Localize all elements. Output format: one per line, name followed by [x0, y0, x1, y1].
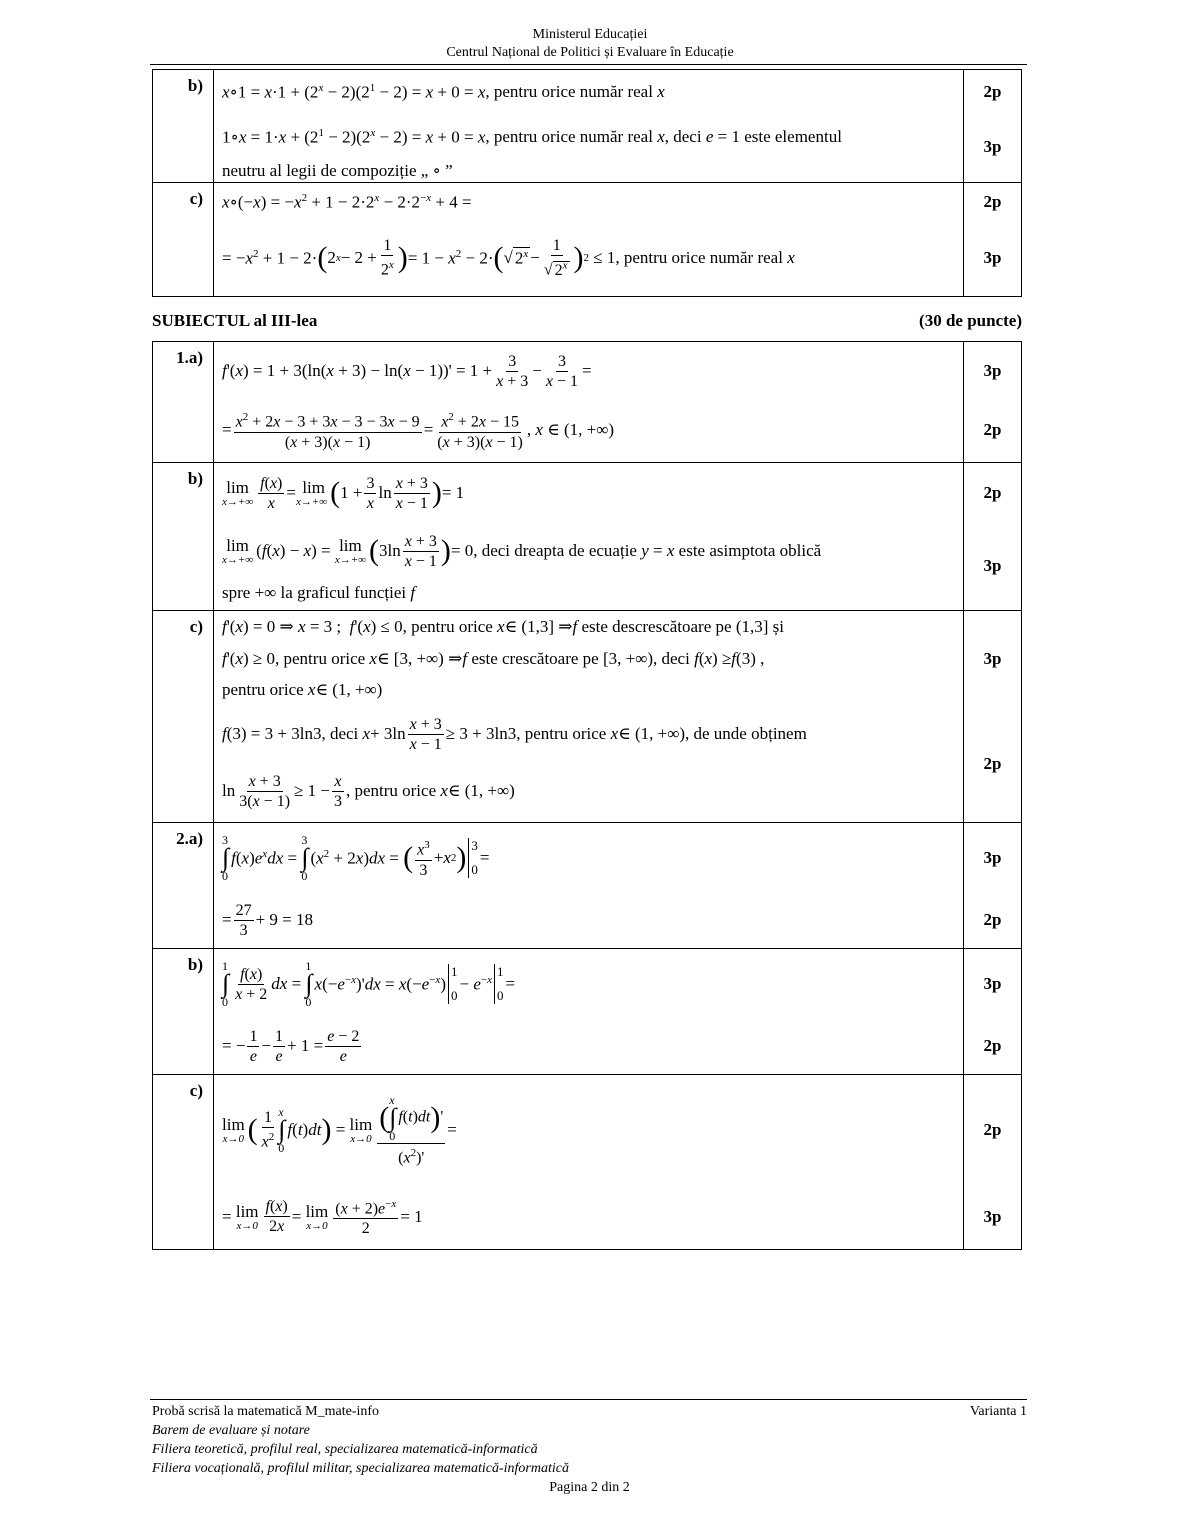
item-body — [214, 70, 964, 183]
text-run: , pentru orice — [516, 724, 607, 743]
row-1b — [153, 463, 1022, 611]
formula-line: lim x→+∞ $\frac{f(x)}{x}$ = lim x→+∞ ( 1 + $\frac{3}{x}$ ln $\frac{x + 3}{x - 1}$ ) = 1 — [222, 474, 465, 512]
formula-line: = $\frac{27}{3}$ + 9 = 18 — [222, 901, 314, 939]
row-1a — [153, 342, 1022, 463]
barem-table-subject2 — [152, 69, 1022, 297]
text-run: , pentru orice număr real — [615, 248, 783, 267]
formula-line: f(3) = 3 + 3ln3 , deci x + 3ln $\frac{x + 3}{x - 1}$ ≥ 3 + 3ln3 , pentru orice x ∈ (1, +∞) , de unde obținem — [222, 715, 807, 753]
text-run: este crescătoare pe — [471, 649, 599, 668]
section-title — [152, 311, 1022, 331]
points: 2p — [983, 483, 1002, 502]
row-1c — [153, 611, 1022, 823]
item-body — [214, 463, 964, 611]
text-run: , pentru orice număr real — [485, 82, 653, 101]
footer-filiera-vocationala: Filiera vocațională, profilul militar, specializarea matematică-informatică — [152, 1461, 569, 1476]
formula-line: = − $\frac{1}{e}$ − $\frac{1}{e}$ + 1 = $\frac{e - 2}{e}$ — [222, 1027, 360, 1065]
header-ministry: Ministerul Educației — [532, 27, 648, 42]
item-label: c) — [153, 611, 214, 823]
text-run: și — [772, 617, 784, 636]
text-run: , pentru orice — [402, 617, 493, 636]
text-run: , deci dreapta de ecuație — [473, 541, 637, 560]
footer-variant: Varianta 1 — [969, 1404, 1027, 1419]
text-run: spre — [222, 583, 251, 602]
row-2c-lim — [153, 1075, 1022, 1250]
item-body — [214, 183, 964, 297]
item-label: c) — [153, 183, 214, 297]
points: 3p — [983, 974, 1002, 993]
points-cell — [964, 611, 1022, 823]
item-body — [214, 949, 964, 1075]
item-label: b) — [153, 949, 214, 1075]
text-run: este elementul — [744, 127, 842, 146]
points: 2p — [983, 1036, 1002, 1055]
points: 3p — [983, 361, 1002, 380]
footer-barem: Barem de evaluare și notare — [152, 1423, 310, 1438]
formula-line: = $-x^2 + 1 - 2\cdot$ ( 2 x − 2 + $\frac{1}{2^x}$ ) = $1 - x^2 - 2\cdot$ ( √ 2$^x$ − $\frac{1}{√ 2^x}$ ) 2 ≤ 1 , pentru orice număr real x — [222, 237, 795, 279]
barem-table-subject3 — [152, 341, 1022, 1250]
formula-line: f'(x) ≥ 0 , pentru orice x ∈ [3, +∞) ⇒ f este crescătoare pe [3, +∞) , deci f ( x ) ≥ f (3) , — [222, 649, 765, 668]
item-body — [214, 823, 964, 949]
formula-line: 3 ∫ 0 $f(x)e^xdx$ = 3 ∫ 0 $(x^2 + 2x)dx$ = ( $\frac{x^3}{3}$ + x 2 ) 3 0 = — [222, 833, 490, 883]
page-footer — [152, 1402, 1027, 1497]
points: 3p — [983, 248, 1002, 267]
item-label: 1.a) — [153, 342, 214, 463]
points: 2p — [983, 1120, 1002, 1139]
formula-line: ln $\frac{x + 3}{3(x - 1)}$ ≥ 1 − $\frac{x}{3}$ , pentru orice x ∈ (1, +∞) — [222, 772, 515, 810]
points: 2p — [983, 910, 1002, 929]
text-run: este asimptota oblică — [678, 541, 822, 560]
item-body — [214, 342, 964, 463]
text-run: pentru orice — [222, 680, 304, 699]
header-center: Centrul Național de Politici și Evaluare în Educație — [446, 45, 734, 60]
row-2b-int — [153, 949, 1022, 1075]
points-cell — [964, 70, 1022, 183]
points: 3p — [983, 556, 1002, 575]
item-label: c) — [153, 1075, 214, 1250]
item-body — [214, 1075, 964, 1250]
formula-line: neutru al legii de compoziție „ ∘ ” — [222, 161, 453, 180]
points-cell — [964, 1075, 1022, 1250]
points: 3p — [983, 649, 1002, 668]
text-run: la graficul funcției — [280, 583, 407, 602]
formula-line: = lim x→0 $\frac{f(x)}{2x}$ = lim x→0 $\frac{(x + 2)e^{-x}}{2}$ = 1 — [222, 1197, 423, 1238]
item-body — [214, 611, 964, 823]
page-header — [0, 26, 1180, 62]
formula-line: lim x→+∞ (f(x) − x) = lim x→+∞ ( 3ln $\frac{x + 3}{x - 1}$ ) = 0 , deci dreapta de ecuație y = x este asimptota oblică — [222, 532, 822, 570]
points: 2p — [983, 420, 1002, 439]
points: 3p — [983, 848, 1002, 867]
text-run: , deci — [653, 649, 690, 668]
points: 3p — [983, 1206, 1002, 1226]
formula-line: pentru orice x ∈ (1, +∞) — [222, 680, 383, 699]
points: 2p — [983, 192, 1002, 211]
points-cell — [964, 183, 1022, 297]
points: 2p — [983, 82, 1002, 101]
footer-page-number: Pagina 2 din 2 — [549, 1480, 630, 1495]
points: 3p — [983, 137, 1002, 156]
footer-row — [152, 1402, 1027, 1421]
text-run: , pentru orice — [345, 781, 437, 800]
row-2c — [153, 183, 1022, 297]
row-2a — [153, 823, 1022, 949]
formula-line: 1 ∫ 0 $\frac{f(x)}{x + 2}$ dx = 1 ∫ 0 $x(-e^{-x})'dx = x(-e^{-x})$ 1 0 − $e^{-x}$ 1 0 = — [222, 959, 516, 1009]
points: 2p — [983, 754, 1002, 773]
formula-line: lim x→0 ( $\frac{1}{x^2}$ x ∫ 0 f(t)dt ) = lim x→0 ( x ∫ 0 f(t)dt)' $(x^2)'$ = — [222, 1092, 457, 1167]
points-cell — [964, 823, 1022, 949]
points-cell — [964, 463, 1022, 611]
text-run: este descrescătoare pe — [581, 617, 732, 636]
item-label: b) — [153, 463, 214, 611]
formula-line: x∘1 = $x\cdot 1 + (2^x - 2)(2^1 - 2) = x + 0 = x$ , pentru orice număr real x — [222, 81, 665, 102]
points-cell — [964, 949, 1022, 1075]
section-points: (30 de puncte) — [919, 311, 1022, 330]
section-name: SUBIECTUL al III-lea — [152, 311, 318, 330]
formula-line: x∘(−x) = $-x^2 + 1 - 2\cdot 2^x - 2\cdot 2^{-x} + 4$ = — [222, 191, 472, 212]
header-rule — [150, 64, 1027, 65]
footer-exam: Probă scrisă la matematică M_mate-info — [152, 1404, 380, 1419]
text-run: , deci — [664, 127, 702, 146]
points-cell — [964, 342, 1022, 463]
formula-line: 1∘x = $1\cdot x + (2^1 - 2)(2^x - 2) = x + 0 = x$ , pentru orice număr real x , deci e = 1 este elementul — [222, 126, 842, 147]
formula-line: f'(x) = 0 ⇒ x = 3 ; f'(x) ≤ 0 , pentru orice x ∈ (1,3] ⇒ f este descrescătoare pe (1,3] și — [222, 617, 784, 636]
text-run: , pentru orice număr real — [485, 127, 653, 146]
text-run: , de unde obținem — [685, 724, 807, 743]
row-2b — [153, 70, 1022, 183]
text-run: , deci — [321, 724, 359, 743]
formula-line: = $\frac{x^2 + 2x - 3 + 3x - 3 - 3x - 9}{(x + 3)(x - 1)}$ = $\frac{x^2 + 2x - 15}{(x + 3)(x - 1)}$ , x ∈ (1, +∞) — [222, 411, 615, 451]
footer-rule — [150, 1399, 1027, 1400]
formula-line: spre +∞ la graficul funcției f — [222, 583, 416, 602]
text-run: , pentru orice — [275, 649, 366, 668]
formula-line: f'(x) = 1 + 3(ln(x + 3) − ln(x − 1))' = 1 + $\frac{3}{x + 3}$ − $\frac{3}{x - 1}$ = — [222, 352, 592, 390]
footer-filiera-teoretica: Filiera teoretică, profilul real, specializarea matematică-informatică — [152, 1442, 538, 1457]
item-label: b) — [153, 70, 214, 183]
item-label: 2.a) — [153, 823, 214, 949]
